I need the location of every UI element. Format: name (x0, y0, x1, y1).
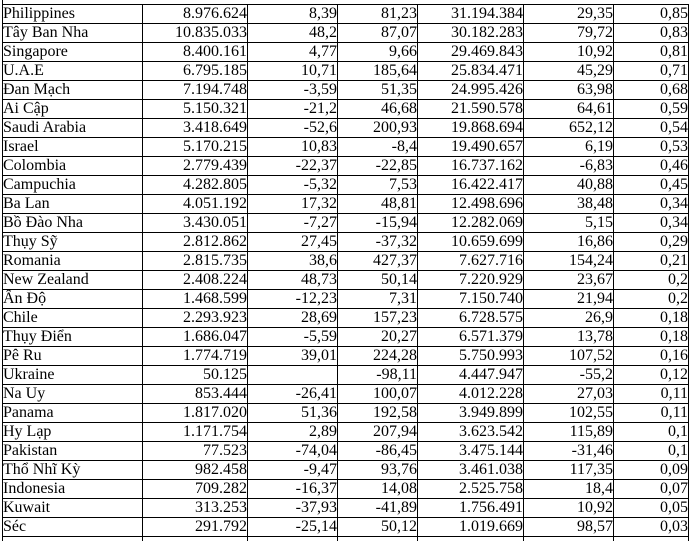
country-cell: Tây Ban Nha (3, 24, 143, 43)
value-cell: 3.418.649 (143, 119, 248, 138)
value-cell: 4,77 (248, 43, 338, 62)
value-cell: 982.458 (143, 461, 248, 480)
value-cell: 0,05 (614, 499, 689, 518)
value-cell: 31.194.384 (418, 5, 524, 24)
value-cell: 13,78 (524, 328, 614, 347)
table-row (3, 214, 689, 233)
table-row (3, 442, 689, 461)
table-row (3, 81, 689, 100)
value-cell: 38,6 (248, 252, 338, 271)
country-data-table (2, 4, 689, 541)
value-cell: 81,23 (338, 5, 418, 24)
value-cell: 38,48 (524, 195, 614, 214)
value-cell: 291.792 (143, 518, 248, 537)
value-cell: 51,35 (338, 81, 418, 100)
value-cell: -3,59 (248, 81, 338, 100)
country-cell: Hy Lạp (3, 423, 143, 442)
country-cell: Thổ Nhĩ Kỳ (3, 461, 143, 480)
value-cell: 7.150.740 (418, 290, 524, 309)
value-cell: 1.171.754 (143, 423, 248, 442)
country-cell: Thụy Sỹ (3, 233, 143, 252)
value-cell: 8.976.624 (143, 5, 248, 24)
value-cell: 427,37 (338, 252, 418, 271)
value-cell: -8,4 (338, 138, 418, 157)
value-cell: 21,94 (524, 290, 614, 309)
value-cell: -74,04 (248, 442, 338, 461)
value-cell: 117,35 (524, 461, 614, 480)
value-cell: 50,14 (338, 271, 418, 290)
value-cell: 10,71 (248, 62, 338, 81)
cropped-partial-row (3, 537, 689, 541)
value-cell: 4.282.805 (143, 176, 248, 195)
value-cell: 0,2 (614, 290, 689, 309)
country-cell: Pakistan (3, 442, 143, 461)
value-cell: 50.125 (143, 366, 248, 385)
value-cell: 0,45 (614, 176, 689, 195)
table-row (3, 480, 689, 499)
value-cell: -22,37 (248, 157, 338, 176)
value-cell: 0,59 (614, 100, 689, 119)
value-cell: 0,1 (614, 423, 689, 442)
value-cell: 5,15 (524, 214, 614, 233)
value-cell: 1.756.491 (418, 499, 524, 518)
value-cell: 7.220.929 (418, 271, 524, 290)
value-cell: 63,98 (524, 81, 614, 100)
country-cell: Campuchia (3, 176, 143, 195)
empty-cell (338, 537, 418, 541)
value-cell: -37,32 (338, 233, 418, 252)
value-cell: 39,01 (248, 347, 338, 366)
value-cell: -15,94 (338, 214, 418, 233)
value-cell: 10.835.033 (143, 24, 248, 43)
value-cell: 29.469.843 (418, 43, 524, 62)
value-cell: 6.795.185 (143, 62, 248, 81)
value-cell: 4.447.947 (418, 366, 524, 385)
value-cell: 4.051.192 (143, 195, 248, 214)
value-cell: 200,93 (338, 119, 418, 138)
value-cell: -86,45 (338, 442, 418, 461)
table-row (3, 100, 689, 119)
country-cell: Philippines (3, 5, 143, 24)
value-cell: 3.461.038 (418, 461, 524, 480)
country-cell: Ấn Độ (3, 290, 143, 309)
value-cell: -22,85 (338, 157, 418, 176)
table-row (3, 138, 689, 157)
value-cell: -98,11 (338, 366, 418, 385)
value-cell: 64,61 (524, 100, 614, 119)
table-row (3, 157, 689, 176)
value-cell: 5.170.215 (143, 138, 248, 157)
table-row (3, 385, 689, 404)
value-cell: 10,83 (248, 138, 338, 157)
value-cell: 2.779.439 (143, 157, 248, 176)
value-cell: -5,32 (248, 176, 338, 195)
value-cell: -21,2 (248, 100, 338, 119)
value-cell: 6.571.379 (418, 328, 524, 347)
value-cell: 1.468.599 (143, 290, 248, 309)
country-cell: Romania (3, 252, 143, 271)
value-cell: 0,18 (614, 309, 689, 328)
value-cell: 207,94 (338, 423, 418, 442)
empty-cell (3, 537, 143, 541)
country-cell: Singapore (3, 43, 143, 62)
value-cell: 3.475.144 (418, 442, 524, 461)
value-cell: 50,12 (338, 518, 418, 537)
value-cell: 51,36 (248, 404, 338, 423)
country-cell: Đan Mạch (3, 81, 143, 100)
value-cell: -6,83 (524, 157, 614, 176)
value-cell: 0,81 (614, 43, 689, 62)
country-cell: Chile (3, 309, 143, 328)
value-cell: 4.012.228 (418, 385, 524, 404)
value-cell: 0,53 (614, 138, 689, 157)
value-cell: 224,28 (338, 347, 418, 366)
value-cell: 0,09 (614, 461, 689, 480)
value-cell: 3.430.051 (143, 214, 248, 233)
country-cell: Ba Lan (3, 195, 143, 214)
value-cell: -9,47 (248, 461, 338, 480)
value-cell: 8,39 (248, 5, 338, 24)
value-cell: 0,11 (614, 404, 689, 423)
value-cell: 0,12 (614, 366, 689, 385)
value-cell: 0,71 (614, 62, 689, 81)
country-cell: Kuwait (3, 499, 143, 518)
value-cell: 26,9 (524, 309, 614, 328)
value-cell: 0,18 (614, 328, 689, 347)
country-cell: Pê Ru (3, 347, 143, 366)
value-cell: 0,68 (614, 81, 689, 100)
value-cell: 0,21 (614, 252, 689, 271)
value-cell: 40,88 (524, 176, 614, 195)
table-row (3, 43, 689, 62)
empty-cell (614, 537, 689, 541)
value-cell: 7.194.748 (143, 81, 248, 100)
value-cell: 24.995.426 (418, 81, 524, 100)
value-cell: 0,11 (614, 385, 689, 404)
value-cell: 7,53 (338, 176, 418, 195)
value-cell: -37,93 (248, 499, 338, 518)
value-cell: 48,73 (248, 271, 338, 290)
value-cell: 48,81 (338, 195, 418, 214)
value-cell: 20,27 (338, 328, 418, 347)
value-cell: 7,31 (338, 290, 418, 309)
value-cell: -25,14 (248, 518, 338, 537)
value-cell: 0,16 (614, 347, 689, 366)
value-cell: 16.422.417 (418, 176, 524, 195)
value-cell: 107,52 (524, 347, 614, 366)
table-row (3, 290, 689, 309)
value-cell: 709.282 (143, 480, 248, 499)
value-cell: 115,89 (524, 423, 614, 442)
value-cell: 21.590.578 (418, 100, 524, 119)
table-row (3, 328, 689, 347)
value-cell: 98,57 (524, 518, 614, 537)
value-cell: 0,29 (614, 233, 689, 252)
value-cell: 157,23 (338, 309, 418, 328)
country-cell: Panama (3, 404, 143, 423)
table-row (3, 461, 689, 480)
value-cell: 6,19 (524, 138, 614, 157)
value-cell: 1.817.020 (143, 404, 248, 423)
country-cell: Israel (3, 138, 143, 157)
table-row (3, 176, 689, 195)
value-cell: 10.659.699 (418, 233, 524, 252)
value-cell: 102,55 (524, 404, 614, 423)
value-cell: 0,46 (614, 157, 689, 176)
value-cell: 5.750.993 (418, 347, 524, 366)
table-row (3, 24, 689, 43)
value-cell: 0,83 (614, 24, 689, 43)
value-cell: 46,68 (338, 100, 418, 119)
value-cell: 79,72 (524, 24, 614, 43)
value-cell: -26,41 (248, 385, 338, 404)
value-cell: 2.408.224 (143, 271, 248, 290)
value-cell: 16.737.162 (418, 157, 524, 176)
value-cell: 29,35 (524, 5, 614, 24)
empty-cell (248, 537, 338, 541)
country-cell: Thụy Điển (3, 328, 143, 347)
value-cell: 9,66 (338, 43, 418, 62)
table-row (3, 233, 689, 252)
value-cell: 93,76 (338, 461, 418, 480)
value-cell: 313.253 (143, 499, 248, 518)
table-row (3, 366, 689, 385)
value-cell: 192,58 (338, 404, 418, 423)
table-row (3, 62, 689, 81)
value-cell: 5.150.321 (143, 100, 248, 119)
value-cell: 8.400.161 (143, 43, 248, 62)
table-row (3, 252, 689, 271)
value-cell: 2.525.758 (418, 480, 524, 499)
empty-cell (524, 537, 614, 541)
country-cell: Saudi Arabia (3, 119, 143, 138)
value-cell: 853.444 (143, 385, 248, 404)
country-cell: Séc (3, 518, 143, 537)
country-cell: Colombia (3, 157, 143, 176)
value-cell: 0,54 (614, 119, 689, 138)
value-cell: 0,1 (614, 442, 689, 461)
value-cell: 23,67 (524, 271, 614, 290)
value-cell: 77.523 (143, 442, 248, 461)
value-cell: 1.774.719 (143, 347, 248, 366)
value-cell: 12.282.069 (418, 214, 524, 233)
value-cell: 2.815.735 (143, 252, 248, 271)
value-cell: 2.293.923 (143, 309, 248, 328)
value-cell: 16,86 (524, 233, 614, 252)
table-row (3, 499, 689, 518)
value-cell: 2,89 (248, 423, 338, 442)
country-cell: Bồ Đào Nha (3, 214, 143, 233)
value-cell (248, 366, 338, 385)
value-cell: 19.868.694 (418, 119, 524, 138)
value-cell: 18,4 (524, 480, 614, 499)
value-cell: 0,34 (614, 214, 689, 233)
value-cell: 45,29 (524, 62, 614, 81)
table-row (3, 195, 689, 214)
value-cell: -5,59 (248, 328, 338, 347)
country-cell: U.A.E (3, 62, 143, 81)
value-cell: 12.498.696 (418, 195, 524, 214)
value-cell: -31,46 (524, 442, 614, 461)
value-cell: -55,2 (524, 366, 614, 385)
table-row (3, 119, 689, 138)
value-cell: 0,03 (614, 518, 689, 537)
value-cell: 100,07 (338, 385, 418, 404)
value-cell: 14,08 (338, 480, 418, 499)
value-cell: -41,89 (338, 499, 418, 518)
value-cell: 10,92 (524, 499, 614, 518)
value-cell: 154,24 (524, 252, 614, 271)
table-body (3, 5, 689, 541)
value-cell: 25.834.471 (418, 62, 524, 81)
empty-cell (143, 537, 248, 541)
country-cell: New Zealand (3, 271, 143, 290)
value-cell: 0,85 (614, 5, 689, 24)
table-row (3, 404, 689, 423)
table-row (3, 5, 689, 24)
country-cell: Indonesia (3, 480, 143, 499)
value-cell: 10,92 (524, 43, 614, 62)
value-cell: 1.019.669 (418, 518, 524, 537)
table-row (3, 423, 689, 442)
table-row (3, 271, 689, 290)
value-cell: -12,23 (248, 290, 338, 309)
value-cell: -16,37 (248, 480, 338, 499)
value-cell: 0,07 (614, 480, 689, 499)
value-cell: 17,32 (248, 195, 338, 214)
value-cell: 185,64 (338, 62, 418, 81)
value-cell: 0,34 (614, 195, 689, 214)
value-cell: 87,07 (338, 24, 418, 43)
country-cell: Ai Cập (3, 100, 143, 119)
table-row (3, 347, 689, 366)
value-cell: 27,45 (248, 233, 338, 252)
empty-cell (418, 537, 524, 541)
value-cell: -52,6 (248, 119, 338, 138)
value-cell: 0,2 (614, 271, 689, 290)
table-row (3, 309, 689, 328)
value-cell: 48,2 (248, 24, 338, 43)
value-cell: 3.623.542 (418, 423, 524, 442)
value-cell: 2.812.862 (143, 233, 248, 252)
table-row (3, 518, 689, 537)
value-cell: 30.182.283 (418, 24, 524, 43)
value-cell: -7,27 (248, 214, 338, 233)
value-cell: 7.627.716 (418, 252, 524, 271)
country-cell: Na Uy (3, 385, 143, 404)
country-cell: Ukraine (3, 366, 143, 385)
value-cell: 3.949.899 (418, 404, 524, 423)
value-cell: 652,12 (524, 119, 614, 138)
value-cell: 1.686.047 (143, 328, 248, 347)
value-cell: 19.490.657 (418, 138, 524, 157)
value-cell: 6.728.575 (418, 309, 524, 328)
value-cell: 27,03 (524, 385, 614, 404)
value-cell: 28,69 (248, 309, 338, 328)
